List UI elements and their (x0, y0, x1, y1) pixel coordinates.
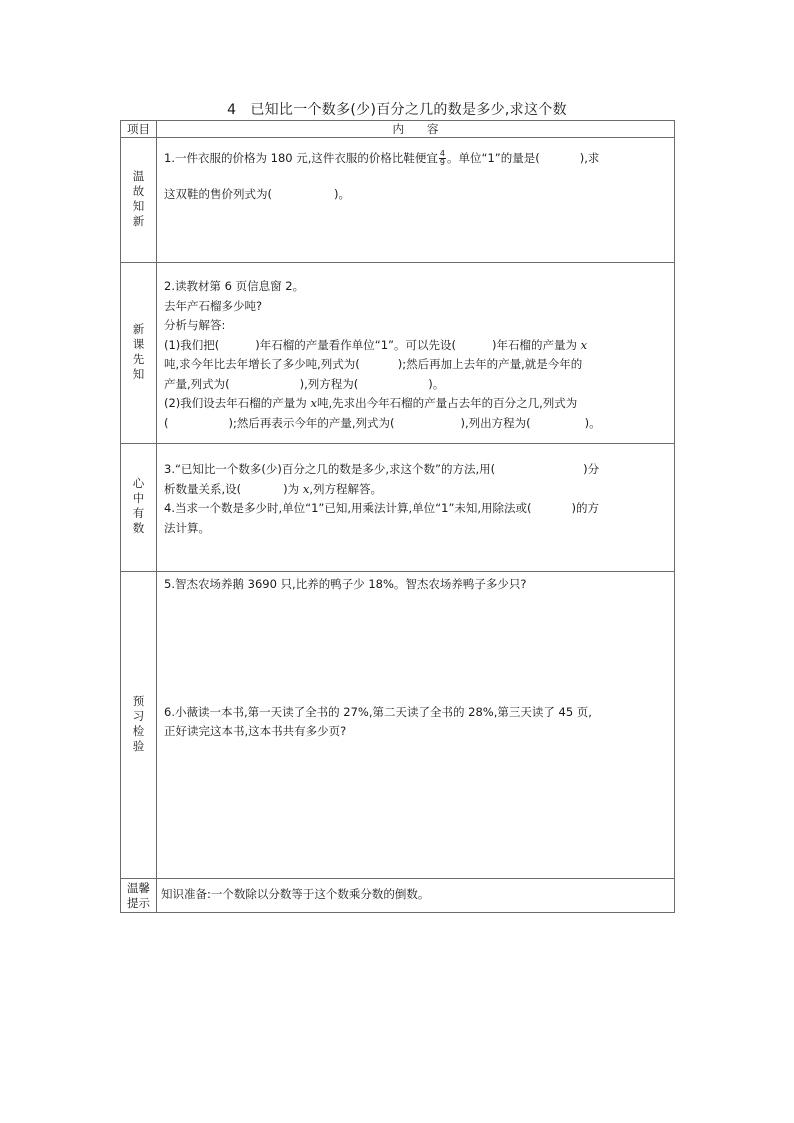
section-content-new (157, 263, 675, 444)
section-label-tips: 温馨 提示 (121, 879, 157, 913)
section-content-mind (157, 444, 675, 572)
header-content: 内 容 (157, 121, 675, 138)
question-4-line-2: 法计算。 (164, 520, 210, 535)
question-1-line-1: 1.一件衣服的价格为 180 元,这件衣服的价格比鞋便宜 $\frac{4}{9}$ 。单位“1”的量是( ),求 (164, 149, 600, 167)
part-1-line-3: 产量,列式为( ),列方程为( )。 (164, 376, 445, 391)
question-1-line-2: 这双鞋的售价列式为( )。 (164, 187, 350, 201)
header-item: 项目 (121, 121, 157, 138)
question-2-line-1: 2.读教材第 6 页信息窗 2。 (164, 279, 305, 293)
part-1-line-1: (1)我们把( )年石榴的产量看作单位“1”。可以先设( )年石榴的产量为 x (164, 337, 588, 352)
section-content-preview (157, 572, 675, 879)
part-2-line-2: ( );然后再表示今年的产量,列式为( ),列出方程为( )。 (164, 415, 601, 430)
tips-text: 知识准备:一个数除以分数等于这个数乘分数的倒数。 (161, 886, 430, 901)
part-1-line-2: 吨,求今年比去年增长了多少吨,列式为( );然后再加上去年的产量,就是今年的 (164, 357, 583, 371)
worksheet-table (120, 120, 675, 913)
section-content-review (157, 138, 675, 263)
question-6-line-1: 6.小薇读一本书,第一天读了全书的 27%,第二天读了全书的 28%,第三天读了 45 页, (164, 704, 592, 719)
part-2-line-1: (2)我们设去年石榴的产量为 x吨,先求出今年石榴的产量占去年的百分之几,列式为 (164, 396, 578, 410)
lesson-title: 已知比一个数多(少)百分之几的数是多少,求这个数 (250, 102, 567, 118)
section-review (121, 138, 675, 263)
page-title (0, 99, 794, 119)
lesson-number: 4 (227, 102, 237, 118)
question-3-line-1: 3.“已知比一个数多(少)百分之几的数是多少,求这个数”的方法,用( )分 (164, 462, 600, 476)
section-label-review: 温故知新 (121, 138, 157, 263)
section-label-new: 新课先知 (121, 263, 157, 444)
question-2-line-2: 去年产石榴多少吨? (164, 298, 263, 313)
section-label-preview: 预习检验 (121, 572, 157, 879)
table-header-row (121, 121, 675, 138)
question-4-line-1: 4.当求一个数是多少时,单位“1”已知,用乘法计算,单位“1”未知,用除法或( )的方 (164, 501, 600, 515)
question-6-line-2: 正好读完这本书,这本书共有多少页? (164, 724, 347, 738)
section-new (121, 263, 675, 444)
question-3-line-2: 析数量关系,设( )为 x,列方程解答。 (164, 481, 382, 496)
section-content-tips (157, 879, 675, 913)
section-label-mind: 心中有数 (121, 444, 157, 572)
question-5: 5.智杰农场养鹅 3690 只,比养的鸭子少 18%。智杰农场养鸭子多少只? (164, 577, 527, 591)
question-2-line-3: 分析与解答: (164, 318, 226, 332)
fraction: $\frac{4}{9}$ (439, 149, 445, 167)
section-preview (121, 572, 675, 879)
section-mind (121, 444, 675, 572)
section-tips (121, 879, 675, 913)
answer-space-5[interactable] (164, 595, 668, 703)
